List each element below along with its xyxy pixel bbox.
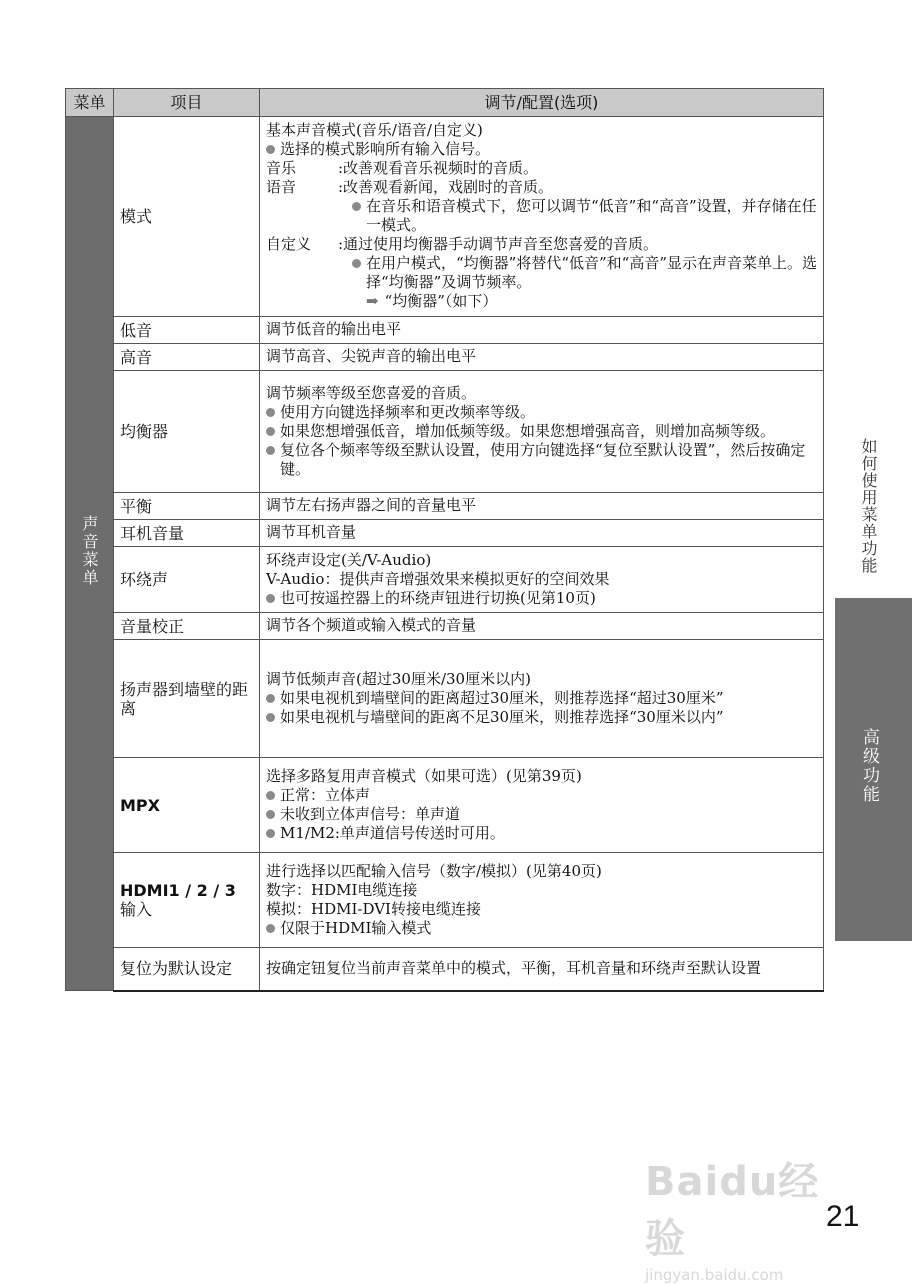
chapter-title: 如何使用菜单功能 bbox=[859, 438, 878, 574]
table-row bbox=[66, 547, 824, 613]
section-side-tab bbox=[835, 598, 912, 941]
bullet-icon bbox=[266, 446, 275, 455]
item-speaker-distance: 扬声器到墙壁的距离 bbox=[114, 640, 260, 758]
text-line: 数字：HDMI电缆连接 bbox=[266, 880, 418, 899]
header-setting: 调节/配置(选项) bbox=[260, 89, 824, 117]
bullet-icon bbox=[266, 145, 275, 154]
item-surround: 环绕声 bbox=[114, 547, 260, 613]
desc-equalizer bbox=[260, 371, 824, 493]
bullet-line bbox=[266, 919, 817, 938]
bullet-text: 未收到立体声信号：单声道 bbox=[280, 804, 461, 823]
desc-speaker-distance bbox=[260, 640, 824, 758]
bullet-line bbox=[266, 589, 817, 608]
bullet-line bbox=[266, 254, 817, 292]
table-row bbox=[66, 640, 824, 758]
bullet-text: 如果您想增强低音，增加低频等级。如果您想增强高音，则增加高频等级。 bbox=[280, 421, 776, 440]
reference-line bbox=[266, 292, 817, 311]
text-line: V-Audio：提供声音增强效果来模拟更好的空间效果 bbox=[266, 569, 610, 588]
table-row bbox=[66, 317, 824, 344]
bullet-icon bbox=[266, 829, 275, 838]
bullet-text: 仅限于HDMI输入模式 bbox=[280, 918, 432, 937]
bullet-text: 在音乐和语音模式下，您可以调节“低音”和“高音”设置，并存储在任一模式。 bbox=[366, 197, 817, 234]
bullet-icon bbox=[266, 924, 275, 933]
bullet-line bbox=[266, 689, 817, 708]
bullet-icon bbox=[266, 408, 275, 417]
item-hdmi-input bbox=[114, 853, 260, 948]
chapter-side-label bbox=[853, 438, 883, 578]
section-label-cell bbox=[66, 117, 114, 991]
item-reset-default: 复位为默认设定 bbox=[114, 948, 260, 991]
table-row bbox=[66, 758, 824, 853]
bullet-line bbox=[266, 805, 817, 824]
sound-menu-table bbox=[65, 88, 824, 992]
item-balance: 平衡 bbox=[114, 493, 260, 520]
bullet-icon bbox=[266, 594, 275, 603]
desc-bass: 调节低音的输出电平 bbox=[260, 317, 824, 344]
table-row bbox=[66, 613, 824, 640]
bullet-line bbox=[266, 403, 817, 422]
desc-volume-correction: 调节各个频道或输入模式的音量 bbox=[260, 613, 824, 640]
section-label: 声音菜单 bbox=[80, 515, 99, 587]
page-number: 21 bbox=[826, 1200, 860, 1233]
desc-mpx bbox=[260, 758, 824, 853]
watermark-url: jingyan.baidu.com bbox=[645, 1266, 784, 1284]
item-hdmi-name: HDMI1 / 2 / 3 bbox=[120, 881, 236, 900]
text-line: 进行选择以匹配输入信号（数字/模拟）(见第40页) bbox=[266, 861, 602, 880]
bullet-text: 如果电视机到墙壁间的距离超过30厘米，则推荐选择“超过30厘米” bbox=[280, 688, 724, 707]
desc-headphone-volume: 调节耳机音量 bbox=[260, 520, 824, 547]
item-headphone-volume: 耳机音量 bbox=[114, 520, 260, 547]
bullet-line bbox=[266, 140, 817, 159]
reference-text: “均衡器”（如下） bbox=[384, 292, 498, 310]
item-hdmi-suffix: 输入 bbox=[120, 900, 153, 919]
bullet-text: 也可按遥控器上的环绕声钮进行切换(见第10页) bbox=[280, 588, 596, 607]
bullet-text: 如果电视机与墙壁间的距离不足30厘米，则推荐选择“30厘米以内” bbox=[280, 707, 724, 726]
definition-line bbox=[266, 178, 817, 197]
desc-hdmi-input bbox=[260, 853, 824, 948]
bullet-text: 使用方向键选择频率和更改频率等级。 bbox=[280, 402, 536, 421]
bullet-line bbox=[266, 824, 817, 843]
table-row bbox=[66, 344, 824, 371]
text-line: 模拟：HDMI-DVI转接电缆连接 bbox=[266, 899, 481, 918]
item-treble: 高音 bbox=[114, 344, 260, 371]
text-line: 调节频率等级至您喜爱的音质。 bbox=[266, 383, 477, 402]
table-row bbox=[66, 493, 824, 520]
bullet-icon bbox=[352, 259, 361, 268]
header-item: 项目 bbox=[114, 89, 260, 117]
definition-text: :通过使用均衡器手动调节声音至您喜爱的音质。 bbox=[338, 235, 659, 253]
table-row bbox=[66, 948, 824, 991]
bullet-text: 在用户模式，“均衡器”将替代“低音”和“高音”显示在声音菜单上。选择“均衡器”及调节频率。 bbox=[366, 254, 818, 291]
section-title: 高级功能 bbox=[859, 728, 879, 804]
desc-surround bbox=[260, 547, 824, 613]
bullet-icon bbox=[352, 202, 361, 211]
item-mode: 模式 bbox=[114, 117, 260, 317]
bullet-text: 选择的模式影响所有输入信号。 bbox=[280, 140, 491, 158]
item-mpx: MPX bbox=[114, 758, 260, 853]
definition-term: 音乐 bbox=[266, 159, 297, 177]
definition-text: :改善观看音乐视频时的音质。 bbox=[338, 159, 539, 177]
definition-line bbox=[266, 235, 817, 254]
bullet-icon bbox=[266, 427, 275, 436]
desc-balance: 调节左右扬声器之间的音量电平 bbox=[260, 493, 824, 520]
desc-reset-default: 按确定钮复位当前声音菜单中的模式，平衡，耳机音量和环绕声至默认设置 bbox=[260, 948, 824, 991]
desc-treble: 调节高音、尖锐声音的输出电平 bbox=[260, 344, 824, 371]
bullet-text: 正常：立体声 bbox=[280, 785, 371, 804]
definition-line bbox=[266, 159, 817, 178]
bullet-line bbox=[266, 786, 817, 805]
definition-text: :改善观看新闻，戏剧时的音质。 bbox=[338, 178, 554, 196]
table-row bbox=[66, 853, 824, 948]
bullet-icon bbox=[266, 810, 275, 819]
arrow-right-icon: ➡ bbox=[366, 292, 379, 310]
text-line: 基本声音模式(音乐/语音/自定义) bbox=[266, 121, 483, 139]
text-line: 环绕声设定(关/V-Audio) bbox=[266, 550, 432, 569]
bullet-line bbox=[266, 197, 817, 235]
text-line: 选择多路复用声音模式（如果可选）(见第39页) bbox=[266, 766, 582, 785]
text-line: 调节低频声音(超过30厘米/30厘米以内) bbox=[266, 669, 531, 688]
table-row bbox=[66, 117, 824, 317]
item-volume-correction: 音量校正 bbox=[114, 613, 260, 640]
watermark-logo: Baidu经验 bbox=[645, 1159, 820, 1262]
bullet-text: M1/M2:单声道信号传送时可用。 bbox=[280, 823, 505, 842]
bullet-text: 复位各个频率等级至默认设置，使用方向键选择“复位至默认设置”，然后按确定键。 bbox=[280, 440, 806, 478]
bullet-icon bbox=[266, 791, 275, 800]
bullet-line bbox=[266, 441, 817, 479]
bullet-icon bbox=[266, 713, 275, 722]
bullet-icon bbox=[266, 694, 275, 703]
bullet-line bbox=[266, 422, 817, 441]
table-row bbox=[66, 371, 824, 493]
definition-term: 语音 bbox=[266, 178, 297, 196]
header-menu: 菜单 bbox=[66, 89, 114, 117]
definition-term: 自定义 bbox=[266, 235, 312, 253]
table-header-row bbox=[66, 89, 824, 117]
item-equalizer: 均衡器 bbox=[114, 371, 260, 493]
desc-mode bbox=[260, 117, 824, 317]
item-bass: 低音 bbox=[114, 317, 260, 344]
bullet-line bbox=[266, 708, 817, 727]
table-row bbox=[66, 520, 824, 547]
